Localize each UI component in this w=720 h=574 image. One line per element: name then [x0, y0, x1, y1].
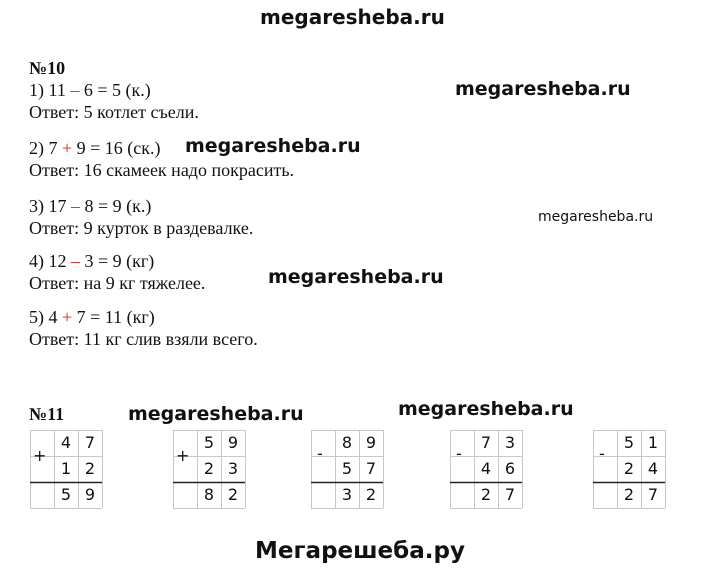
column-problem	[173, 430, 248, 511]
bottom-operand-digit: 4	[480, 459, 492, 478]
result-digit: 2	[227, 485, 239, 504]
task-10-answer-4: Ответ: на 9 кг тяжелее.	[29, 273, 206, 293]
top-operand-digit: 8	[341, 433, 353, 452]
top-operand-digit: 9	[227, 433, 239, 452]
task-10-equation-2: 2) 7 + 9 = 16 (ск.)	[29, 138, 161, 158]
top-operand-digit: 5	[623, 433, 635, 452]
task-10-answer-5: Ответ: 11 кг слив взяли всего.	[29, 329, 258, 349]
task-10-answer-1: Ответ: 5 котлет съели.	[29, 102, 199, 122]
watermark-logo: megaresheba.ru	[185, 135, 361, 157]
operation-sign: -	[456, 444, 462, 463]
operation-sign: +	[33, 446, 47, 465]
operation-sign: -	[599, 444, 605, 463]
column-problem	[593, 430, 668, 511]
task-10-equation-4: 4) 12 – 3 = 9 (кг)	[29, 251, 155, 271]
top-operand-digit: 7	[480, 433, 492, 452]
task-10-equation-5: 5) 4 + 7 = 11 (кг)	[29, 307, 155, 327]
watermark-logo: megaresheba.ru	[455, 78, 631, 100]
bottom-operand-digit: 2	[84, 459, 96, 478]
top-operand-digit: 7	[84, 433, 96, 452]
top-operand-digit: 4	[60, 433, 72, 452]
task-10-equation-3: 3) 17 – 8 = 9 (к.)	[29, 196, 152, 216]
site-header-logo: megaresheba.ru	[260, 5, 445, 29]
task-11-number: №11	[29, 404, 65, 424]
bottom-operand-digit: 2	[623, 459, 635, 478]
bottom-operand-digit: 2	[203, 459, 215, 478]
site-footer-logo: Мегарешеба.ру	[255, 538, 465, 564]
result-digit: 8	[203, 485, 215, 504]
top-operand-digit: 9	[365, 433, 377, 452]
column-problem	[311, 430, 386, 511]
result-digit: 3	[341, 485, 353, 504]
bottom-operand-digit: 4	[647, 459, 659, 478]
top-operand-digit: 3	[504, 433, 516, 452]
watermark-logo: megaresheba.ru	[538, 209, 654, 225]
task-10-answer-2: Ответ: 16 скамеек надо покрасить.	[29, 160, 295, 180]
result-digit: 2	[480, 485, 492, 504]
watermark-logo: megaresheba.ru	[268, 266, 444, 288]
task-10-number: №10	[29, 58, 66, 78]
result-digit: 5	[60, 485, 72, 504]
bottom-operand-digit: 7	[365, 459, 377, 478]
bottom-operand-digit: 6	[504, 459, 516, 478]
task-10-answer-3: Ответ: 9 курток в раздевалке.	[29, 218, 254, 238]
task-10-equation-1: 1) 11 – 6 = 5 (к.)	[29, 80, 151, 100]
bottom-operand-digit: 1	[60, 459, 72, 478]
bottom-operand-digit: 5	[341, 459, 353, 478]
operation-sign: +	[176, 446, 190, 465]
top-operand-digit: 5	[203, 433, 215, 452]
result-digit: 9	[84, 485, 96, 504]
result-digit: 2	[623, 485, 635, 504]
result-digit: 7	[647, 485, 659, 504]
top-operand-digit: 1	[647, 433, 659, 452]
bottom-operand-digit: 3	[227, 459, 239, 478]
result-digit: 2	[365, 485, 377, 504]
result-digit: 7	[504, 485, 516, 504]
column-problem	[30, 430, 105, 511]
operation-sign: -	[317, 444, 323, 463]
column-problem	[450, 430, 525, 511]
watermark-logo: megaresheba.ru	[128, 403, 304, 425]
watermark-logo: megaresheba.ru	[398, 398, 574, 420]
